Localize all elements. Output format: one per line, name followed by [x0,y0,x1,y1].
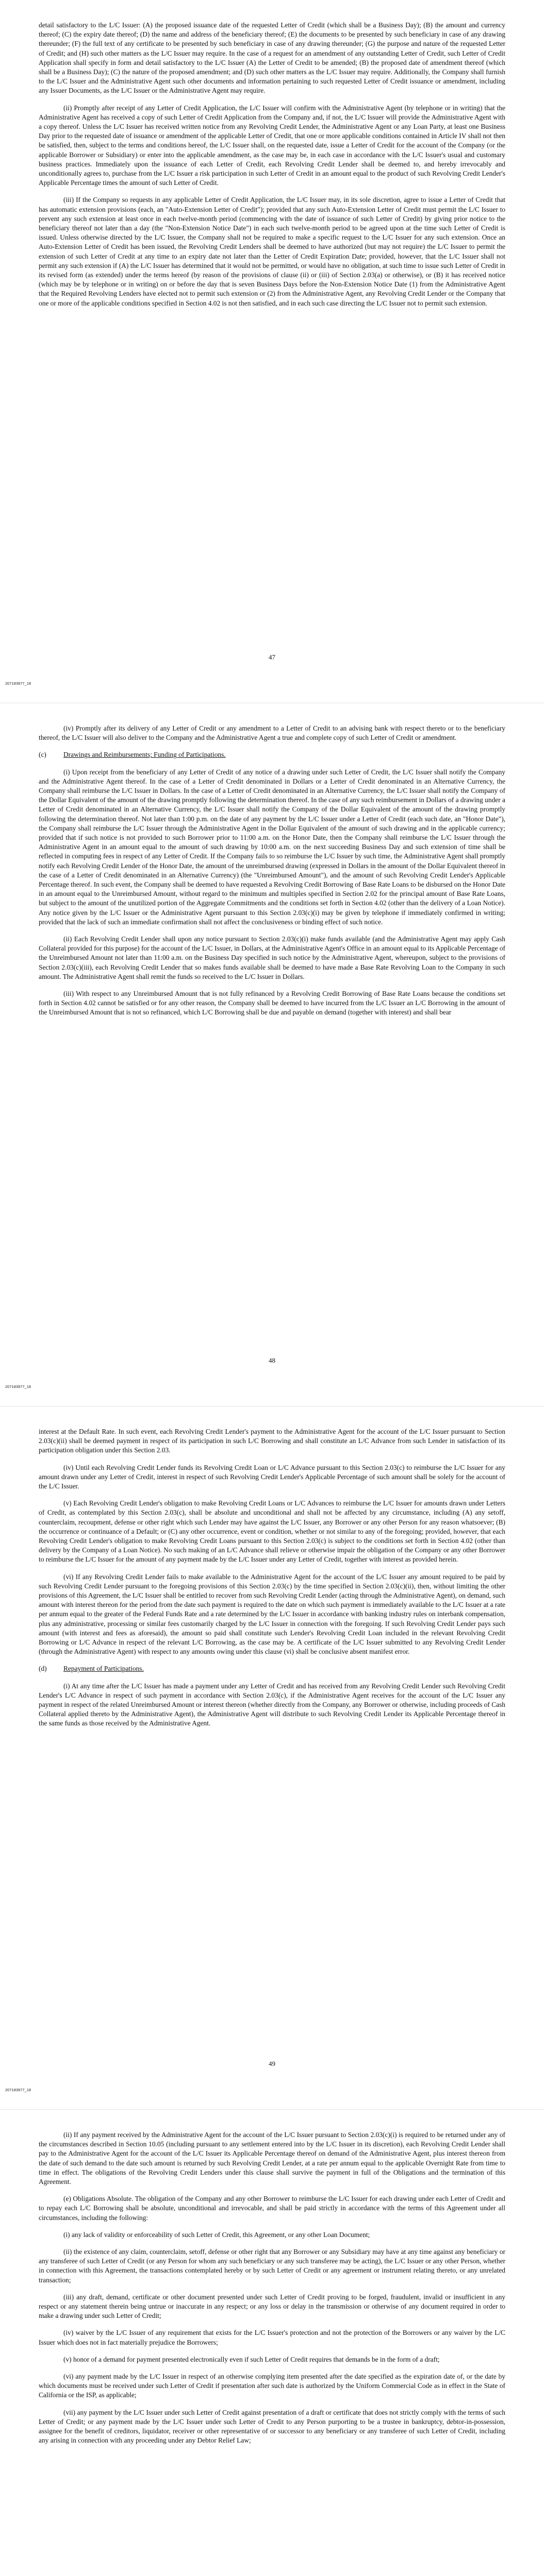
body-paragraph: (e) Obligations Absolute. The obligation of the Company and any other Borrower to reimburse the L/C Issuer for each drawing under each Letter of Credit and to repay each L/C Borrowing shall be absolute, unconditional and irrevocable, and shall be paid strictly in accordance with the terms of this Agreement under all circumstances, including the following: [39,2195,505,2222]
body-paragraph: detail satisfactory to the L/C Issuer: (A) the proposed issuance date of the requested Letter of Credit (which shall be a Business Day); (B) the amount and currency thereof; (C) the expiry date thereof; (D) the name and address of the beneficiary thereof; (E) the documents to be presented by such beneficiary in case of any drawing thereunder; (F) the full text of any certificate to be presented by such beneficiary in case of any drawing thereunder; (G) the purpose and nature of the requested Letter of Credit; and (H) such other matters as the L/C Issuer may require. In the case of a request for an amendment of any outstanding Letter of Credit, such Letter of Credit Application shall specify in form and detail satisfactory to the L/C Issuer (A) the Letter of Credit to be amended; (B) the proposed date of amendment thereof (which shall be a Business Day); (C) the nature of the proposed amendment; and (D) such other matters as the L/C Issuer may require. Additionally, the Company shall furnish to the L/C Issuer and the Administrative Agent such other documents and information pertaining to such requested Letter of Credit issuance or amendment, including any Issuer Documents, as the L/C Issuer or the Administrative Agent may require. [39,21,505,95]
body-paragraph: (v) honor of a demand for payment presented electronically even if such Letter of Credit requires that demands be in the form of a draft; [63,2355,440,2363]
body-paragraph: (i) Upon receipt from the beneficiary of any Letter of Credit of any notice of a drawing under such Letter of Credit, the L/C Issuer shall notify the Company and the Administrative Agent thereof. In the case of a Letter of Credit denominated in Dollars or a Letter of Credit denominated in an Alternative Currency, the Company shall reimburse the L/C Issuer in Dollars. In the case of a Letter of Credit denominated in an Alternative Currency, the L/C Issuer shall notify the Company of the Dollar Equivalent of the amount of the drawing promptly following the determination thereof. In the case of any such reimbursement in Dollars of a drawing under a Letter of Credit denominated in an Alternative Currency, the L/C Issuer shall notify the Company of the Dollar Equivalent of the amount of the drawing promptly following the determination thereof. Not later than 1:00 p.m. on the date of any payment by the L/C Issuer under a Letter of Credit (each such date, an "Honor Date"), the Company shall reimburse the L/C Issuer through the Administrative Agent in the Dollar Equivalent of the amount of such drawing and in the applicable currency; provided that if such notice is not provided to such Borrower prior to 11:00 a.m. on the Honor Date, then the Company shall reimburse the L/C Issuer through the Administrative Agent in an amount equal to the amount of such drawing by 10:00 a.m. on the next succeeding Business Day and such extension of time shall be reflected in computing fees in respect of any Letter of Credit. If the Company fails to so reimburse the L/C Issuer by such time, the Administrative Agent shall promptly notify each Revolving Credit Lender of the Honor Date, the amount of the unreimbursed drawing (expressed in Dollars in the amount of the Dollar Equivalent thereof in the case of a Letter of Credit denominated in an Alternative Currency) (the "Unreimbursed Amount"), and the amount of such Revolving Credit Lender's Applicable Percentage thereof. In such event, the Company shall be deemed to have requested a Revolving Credit Borrowing of Base Rate Loans to be disbursed on the Honor Date in an amount equal to the Unreimbursed Amount, without regard to the minimum and multiples specified in Section 2.02 for the principal amount of Base Rate Loans, but subject to the amount of the unutilized portion of the Aggregate Commitments and the conditions set forth in Section 4.02 (other than the delivery of a Loan Notice). Any notice given by the L/C Issuer or the Administrative Agent pursuant to this Section 2.03(c)(i) may be given by telephone if immediately confirmed in writing; provided that the lack of such an immediate confirmation shall not affect the conclusiveness or binding effect of such notice. [39,768,505,926]
body-paragraph: (ii) Each Revolving Credit Lender shall upon any notice pursuant to Section 2.03(c)(i) make funds available (and the Administrative Agent may apply Cash Collateral provided for this purpose) for the account of the L/C Issuer, in Dollars, at the Administrative Agent's Office in an amount equal to its Applicable Percentage of the Unreimbursed Amount not later than 11:00 a.m. on the Business Day specified in such notice by the Administrative Agent, whereupon, subject to the provisions of Section 2.03(c)(iii), each Revolving Credit Lender that so makes funds available shall be deemed to have made a Base Rate Revolving Loan to the Company in such amount. The Administrative Agent shall remit the funds so received to the L/C Issuer in Dollars. [39,935,505,980]
page-number: 48 [269,1357,275,1364]
body-paragraph: interest at the Default Rate. In such event, each Revolving Credit Lender's payment to the Administrative Agent for the account of the L/C Issuer pursuant to Section 2.03(c)(ii) shall be deemed payment in respect of its participation in such L/C Borrowing and shall constitute an L/C Advance from such Lender in satisfaction of its participation obligation under this Section 2.03. [39,1428,505,1454]
body-paragraph: (iii) If the Company so requests in any applicable Letter of Credit Application, the L/C Issuer may, in its sole discretion, agree to issue a Letter of Credit that has automatic extension provisions (each, an "Auto-Extension Letter of Credit"); provided that any such Auto-Extension Letter of Credit must permit the L/C Issuer to prevent any such extension at least once in each twelve-month period (commencing with the date of issuance of such Letter of Credit) by giving prior notice to the beneficiary thereof not later than a day (the "Non-Extension Notice Date") in each such twelve-month period to be agreed upon at the time such Letter of Credit is issued. Unless otherwise directed by the L/C Issuer, the Company shall not be required to make a specific request to the L/C Issuer for any such extension. Once an Auto-Extension Letter of Credit has been issued, the Revolving Credit Lenders shall be deemed to have authorized (but may not require) the L/C Issuer to permit the extension of such Letter of Credit at any time to an expiry date not later than the Letter of Credit Expiration Date; provided, however, that the L/C Issuer shall not permit any such extension if (A) the L/C Issuer has determined that it would not be permitted, or would have no obligation, at such time to issue such Letter of Credit in its revised form (as extended) under the terms hereof (by reason of the provisions of clause (ii) or (iii) of Section 2.03(a) or otherwise), or (B) it has received notice (which may be by telephone or in writing) on or before the day that is seven Business Days before the Non-Extension Notice Date (1) from the Administrative Agent that the Required Revolving Lenders have elected not to permit such extension or (2) from the Administrative Agent, any Revolving Credit Lender or the Company that one or more of the applicable conditions specified in Section 4.02 is not then satisfied, and in each such case directing the L/C Issuer not to permit such extension. [39,196,505,307]
body-paragraph: (vi) If any Revolving Credit Lender fails to make available to the Administrative Agent for the account of the L/C Issuer any amount required to be paid by such Revolving Credit Lender pursuant to the foregoing provisions of this Section 2.03(c) by the time specified in Section 2.03(c)(ii), then, without limiting the other provisions of this Agreement, the L/C Issuer shall be entitled to recover from such Revolving Credit Lender (acting through the Administrative Agent), on demand, such amount with interest thereon for the period from the date such payment is required to the date on which such payment is immediately available to the L/C Issuer at a rate per annum equal to the greater of the Federal Funds Rate and a rate determined by the L/C Issuer in accordance with banking industry rules on interbank compensation, plus any administrative, processing or similar fees customarily charged by the L/C Issuer in connection with the foregoing. If such Revolving Credit Lender pays such amount (with interest and fees as aforesaid), the amount so paid shall constitute such Lender's Revolving Credit Loan included in the relevant Revolving Credit Borrowing or L/C Advance in respect of the relevant L/C Borrowing, as the case may be. A certificate of the L/C Issuer submitted to any Revolving Credit Lender (through the Administrative Agent) with respect to any amounts owing under this clause (vi) shall be conclusive absent manifest error. [39,1572,505,1656]
section-heading [39,1664,505,1673]
section-heading-number: (c) [39,751,46,759]
document-page [0,2110,544,2576]
document-footer-id: 207183977_18 [5,2088,31,2092]
body-paragraph: (i) any lack of validity or enforceability of such Letter of Credit, this Agreement, or any other Loan Document; [63,2230,370,2239]
page-number: 47 [269,653,275,661]
section-heading [39,750,505,759]
body-paragraph: (iii) With respect to any Unreimbursed Amount that is not fully refinanced by a Revolving Credit Borrowing of Base Rate Loans because the conditions set forth in Section 4.02 cannot be satisfied or for any other reason, the Company shall be deemed to have incurred from the L/C Issuer an L/C Borrowing in the amount of the Unreimbursed Amount that is not so refinanced, which L/C Borrowing shall be due and payable on demand (together with interest) and shall bear [39,990,505,1016]
body-paragraph: (ii) Promptly after receipt of any Letter of Credit Application, the L/C Issuer will confirm with the Administrative Agent (by telephone or in writing) that the Administrative Agent has received a copy of such Letter of Credit Application from the Company and, if not, the L/C Issuer will provide the Administrative Agent with a copy thereof. Unless the L/C Issuer has received written notice from any Revolving Credit Lender, the Administrative Agent or any Loan Party, at least one Business Day prior to the requested date of issuance or amendment of the applicable Letter of Credit, that one or more applicable conditions contained in Article IV shall not then be satisfied, then, subject to the terms and conditions hereof, the L/C Issuer shall, on the requested date, issue a Letter of Credit for the account of the Company (or the applicable Borrower or Subsidiary) or enter into the applicable amendment, as the case may be, in each case in accordance with the L/C Issuer's usual and customary business practices. Immediately upon the issuance of each Letter of Credit, each Revolving Credit Lender shall be deemed to, and hereby irrevocably and unconditionally agrees to, purchase from the L/C Issuer a risk participation in such Letter of Credit in an amount equal to the product of such Revolving Credit Lender's Applicable Percentage times the amount of such Letter of Credit. [39,104,505,187]
section-heading-number: (d) [39,1665,47,1673]
document-page [0,1406,544,2110]
body-paragraph: (vi) any payment made by the L/C Issuer in respect of an otherwise complying item presented after the date specified as the expiration date of, or the date by which documents must be received under such Letter of Credit if presentation after such date is authorized by the Uniform Commercial Code as in effect in the State of California or the ISP, as applicable; [39,2372,505,2399]
body-paragraph: (ii) If any payment received by the Administrative Agent for the account of the L/C Issuer pursuant to Section 2.03(c)(i) is required to be returned under any of the circumstances described in Section 10.05 (including pursuant to any settlement entered into by the L/C Issuer in its discretion), each Revolving Credit Lender shall pay to the Administrative Agent for the account of the L/C Issuer its Applicable Percentage thereof on demand of the Administrative Agent, plus interest thereon from the date of such demand to the date such amount is returned by such Revolving Credit Lender, at a rate per annum equal to the applicable Overnight Rate from time to time in effect. The obligations of the Revolving Credit Lenders under this clause shall survive the payment in full of the Obligations and the termination of this Agreement. [39,2131,505,2186]
document-page [0,0,544,703]
body-paragraph: (iv) Until each Revolving Credit Lender funds its Revolving Credit Loan or L/C Advance pursuant to this Section 2.03(c) to reimburse the L/C Issuer for any amount drawn under any Letter of Credit, interest in respect of such Revolving Credit Lender's Applicable Percentage of such amount shall be solely for the account of the L/C Issuer. [39,1463,505,1490]
section-heading-text: Repayment of Participations. [63,1665,144,1673]
body-paragraph: (i) At any time after the L/C Issuer has made a payment under any Letter of Credit and has received from any Revolving Credit Lender such Revolving Credit Lender's L/C Advance in respect of such payment in accordance with Section 2.03(c), if the Administrative Agent receives for the account of the L/C Issuer any payment in respect of the related Unreimbursed Amount or interest thereon (whether directly from the Company, any Borrower or otherwise, including proceeds of Cash Collateral applied thereto by the Administrative Agent), the Administrative Agent will distribute to such Revolving Credit Lender its Applicable Percentage thereof in the same funds as those received by the Administrative Agent. [39,1682,505,1727]
body-paragraph: (vii) any payment by the L/C Issuer under such Letter of Credit against presentation of a draft or certificate that does not strictly comply with the terms of such Letter of Credit; or any payment made by the L/C Issuer under such Letter of Credit to any Person purporting to be a trustee in bankruptcy, debtor-in-possession, assignee for the benefit of creditors, liquidator, receiver or other representative of or successor to any beneficiary or any transferee of such Letter of Credit, including any arising in connection with any proceeding under any Debtor Relief Law; [39,2408,505,2445]
document-footer-id: 207183977_18 [5,1384,31,1389]
document-page [0,703,544,1406]
body-paragraph: (ii) the existence of any claim, counterclaim, setoff, defense or other right that any Borrower or any Subsidiary may have at any time against any beneficiary or any transferee of such Letter of Credit (or any Person for whom any such beneficiary or any such transferee may be acting), the L/C Issuer or any other Person, whether in connection with this Agreement, the transactions contemplated hereby or by such Letter of Credit or any agreement or instrument relating thereto, or any unrelated transaction; [39,2248,505,2284]
document-footer-id: 207183977_18 [5,681,31,686]
body-paragraph: (v) Each Revolving Credit Lender's obligation to make Revolving Credit Loans or L/C Advances to reimburse the L/C Issuer for amounts drawn under Letters of Credit, as contemplated by this Section 2.03(c), shall be absolute and unconditional and shall not be affected by any circumstance, including (A) any setoff, counterclaim, recoupment, defense or other right which such Lender may have against the L/C Issuer, any Borrower or any other Person for any reason whatsoever; (B) the occurrence or continuance of a Default; or (C) any other occurrence, event or condition, whether or not similar to any of the foregoing; provided, however, that each Revolving Credit Lender's obligation to make Revolving Credit Loans pursuant to this Section 2.03(c) is subject to the conditions set forth in Section 4.02 (other than delivery by the Company of a Loan Notice). No such making of an L/C Advance shall relieve or otherwise impair the obligation of the Company or any other Borrower to reimburse the L/C Issuer for the amount of any payment made by the L/C Issuer under any Letter of Credit, together with interest as provided herein. [39,1499,505,1564]
section-heading-text: Drawings and Reimbursements; Funding of Participations. [63,751,226,759]
body-paragraph: (iii) any draft, demand, certificate or other document presented under such Letter of Credit proving to be forged, fraudulent, invalid or insufficient in any respect or any statement therein being untrue or inaccurate in any respect; or any loss or delay in the transmission or otherwise of any document required in order to make a drawing under such Letter of Credit; [39,2293,505,2320]
body-paragraph: (iv) waiver by the L/C Issuer of any requirement that exists for the L/C Issuer's protection and not the protection of the Borrowers or any waiver by the L/C Issuer which does not in fact materially prejudice the Borrowers; [39,2329,505,2346]
page-number: 49 [269,2060,275,2067]
body-paragraph: (iv) Promptly after its delivery of any Letter of Credit or any amendment to a Letter of Credit to an advising bank with respect thereto or to the beneficiary thereof, the L/C Issuer will also deliver to the Company and the Administrative Agent a true and complete copy of such Letter of Credit or amendment. [39,724,505,742]
